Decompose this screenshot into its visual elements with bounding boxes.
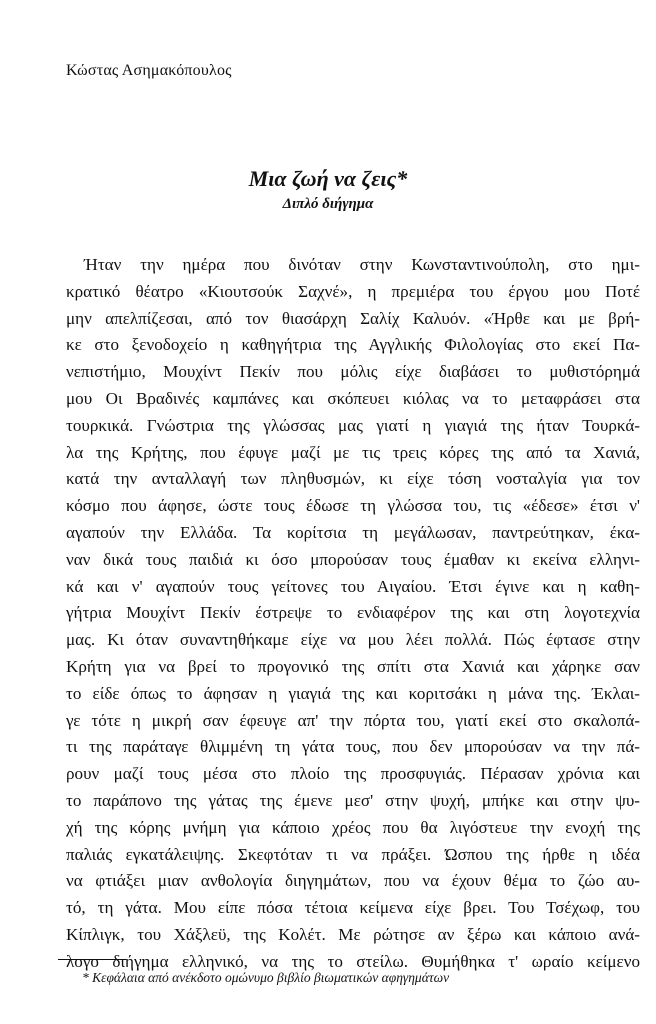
body-line: παλιάς εγκατάλειψης. Σκεφτόταν τι να πράξει. Ώσπου της ήρθε η ιδέα — [66, 844, 640, 864]
title-block — [0, 166, 656, 213]
body-line: κά και ν' αγαπούν τους γείτονες του Αιγαίου. Έτσι έγινε και η καθη- — [66, 576, 640, 596]
body-line: μας. Κι όταν συναντηθήκαμε είχε να μου λέει πολλά. Πώς έφτασε στην — [66, 630, 640, 650]
body-line: Κρήτη για να βρεί το προγονικό της σπίτι στα Χανιά και χάρηκε σαν — [66, 656, 640, 676]
body-line: λα της Κρήτης, που έφυγε μαζί με τις τρεις κόρες της από τα Χανιά, — [66, 442, 640, 462]
body-line: νεπιστήμιο, Μουχίντ Πεκίν που μόλις είχε διαβάσει το μυθιστόρημά — [66, 362, 640, 382]
body-line: το παράπονο της γάτας της έμενε μεσ' στην ψυχή, μπήκε και στην ψυ- — [66, 790, 640, 810]
body-line: ρουν μαζί τους μέσα στο πλοίο της προσφυγιάς. Πέρασαν χρόνια και — [66, 764, 640, 784]
body-paragraph — [66, 252, 640, 976]
body-line: χή της κόρης μνήμη για κάποιο χρέος που θα λιγόστευε την ενοχή της — [66, 817, 640, 837]
footnote: * Κεφάλαια από ανέκδοτο ομώνυμο βιβλίο βιωματικών αφηγημάτων — [82, 970, 450, 985]
body-line: κατά την ανταλλαγή των πληθυσμών, κι είχε τόση νοσταλγία για τον — [66, 469, 640, 489]
body-line: αγαπούν την Ελλάδα. Τα κορίτσια τη μεγάλωσαν, παντρεύτηκαν, έκα- — [66, 522, 640, 542]
body-line: μην απελπίζεσαι, από τον θιασάρχη Σαλίχ Καλυόν. «Ήρθε και με βρή- — [66, 308, 640, 328]
body-line: τουρκικά. Γνώστρια της γλώσσας μας γιατί η γιαγιά της ήταν Τουρκά- — [66, 415, 640, 435]
body-line: γε τότε η μικρή σαν έφευγε απ' την πόρτα του, γιατί εκεί στο σκαλοπά- — [66, 710, 640, 730]
body-line: το είδε όπως το άφησαν η γιαγιά της και κοριτσάκι η μάνα της. Έκλαι- — [66, 683, 640, 703]
body-line: λογο διήγημα ελληνικό, να της το στείλω. Θυμήθηκα τ' ωραίο κείμενο — [66, 951, 640, 971]
story-title: Μια ζωή να ζεις* — [248, 166, 408, 191]
body-line: ναν δικά τους παιδιά κι όσο μπορούσαν τους έμαθαν κι εκείνα ελληνι- — [66, 549, 640, 569]
body-line: γήτρια Μουχίντ Πεκίν έστρεψε το ενδιαφέρον της και στη λογοτεχνία — [66, 603, 640, 623]
footnote-divider — [58, 959, 126, 960]
story-subtitle: Διπλό διήγημα — [282, 196, 374, 212]
body-line: Ήταν την ημέρα που δινόταν στην Κωνσταντινούπολη, στο ημι- — [84, 255, 640, 274]
body-line: μου Οι Βραδινές καμπάνες και σκόπευει κιόλας να το μεταφράσει στα — [66, 388, 640, 408]
body-line: κόσμο που άφησε, ώστε τους έδωσε τη γλώσσα του, τις «έδεσε» έτσι ν' — [66, 496, 640, 516]
body-line: κε στο ξενοδοχείο η καθηγήτρια της Αγγλικής Φιλολογίας στο εκεί Πα- — [66, 335, 640, 355]
body-line: Κίπλιγκ, του Χάξλεϋ, της Κολέτ. Με ρώτησε αν ξέρω και κάποιο ανά- — [66, 924, 640, 944]
body-line: τι της παράταγε θλιμμένη τη γάτα τους, που δεν μπορούσαν να την πά- — [66, 737, 640, 757]
running-head-author: Κώστας Ασημακόπουλος — [66, 62, 232, 79]
body-line: να φτιάξει μιαν ανθολογία διηγημάτων, που να έχουν θέμα το ζώο αυ- — [66, 871, 640, 891]
body-line: κρατικό θέατρο «Κιουτσούκ Σαχνέ», η πρεμιέρα του έργου μου Ποτέ — [66, 281, 640, 301]
body-line: τό, τη γάτα. Μου είπε πόσα τέτοια κείμενα είχε βρει. Του Τσέχωφ, του — [66, 898, 640, 918]
